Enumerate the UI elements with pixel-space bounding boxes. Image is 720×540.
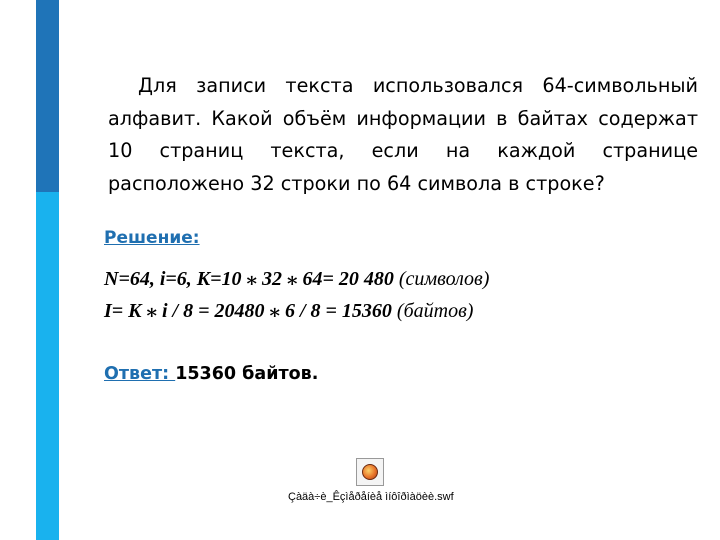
formula-1-expression: N=64, i=6, K=10 ⁎ 32 ⁎ 64= 20 480 xyxy=(104,268,394,290)
flash-logo-icon xyxy=(362,464,378,480)
formula-line-2 xyxy=(104,298,473,323)
flash-file-icon[interactable] xyxy=(356,458,384,486)
formula-2-expression: I= K ⁎ i / 8 = 20480 ⁎ 6 / 8 = 15360 xyxy=(104,300,392,322)
attachment-filename[interactable]: Çàäà÷è_Êçìåðåíèå ìíôîðìàöèè.swf xyxy=(288,491,454,503)
solution-label: Решение: xyxy=(104,228,200,248)
answer xyxy=(104,364,318,384)
formula-1-unit: (символов) xyxy=(398,268,490,290)
decorative-bar-bottom xyxy=(36,192,59,540)
formula-line-1 xyxy=(104,266,489,291)
answer-value: 15360 байтов. xyxy=(175,364,319,384)
answer-label: Ответ: xyxy=(104,364,176,384)
formula-2-unit: (байтов) xyxy=(396,300,474,322)
decorative-bar-top xyxy=(36,0,59,192)
problem-text: Для записи текста использовался 64-символьный алфавит. Какой объём информации в байтах содержат 10 страниц текста, если на каждой странице расположено 32 строки по 64 символа в строке? xyxy=(108,74,698,195)
